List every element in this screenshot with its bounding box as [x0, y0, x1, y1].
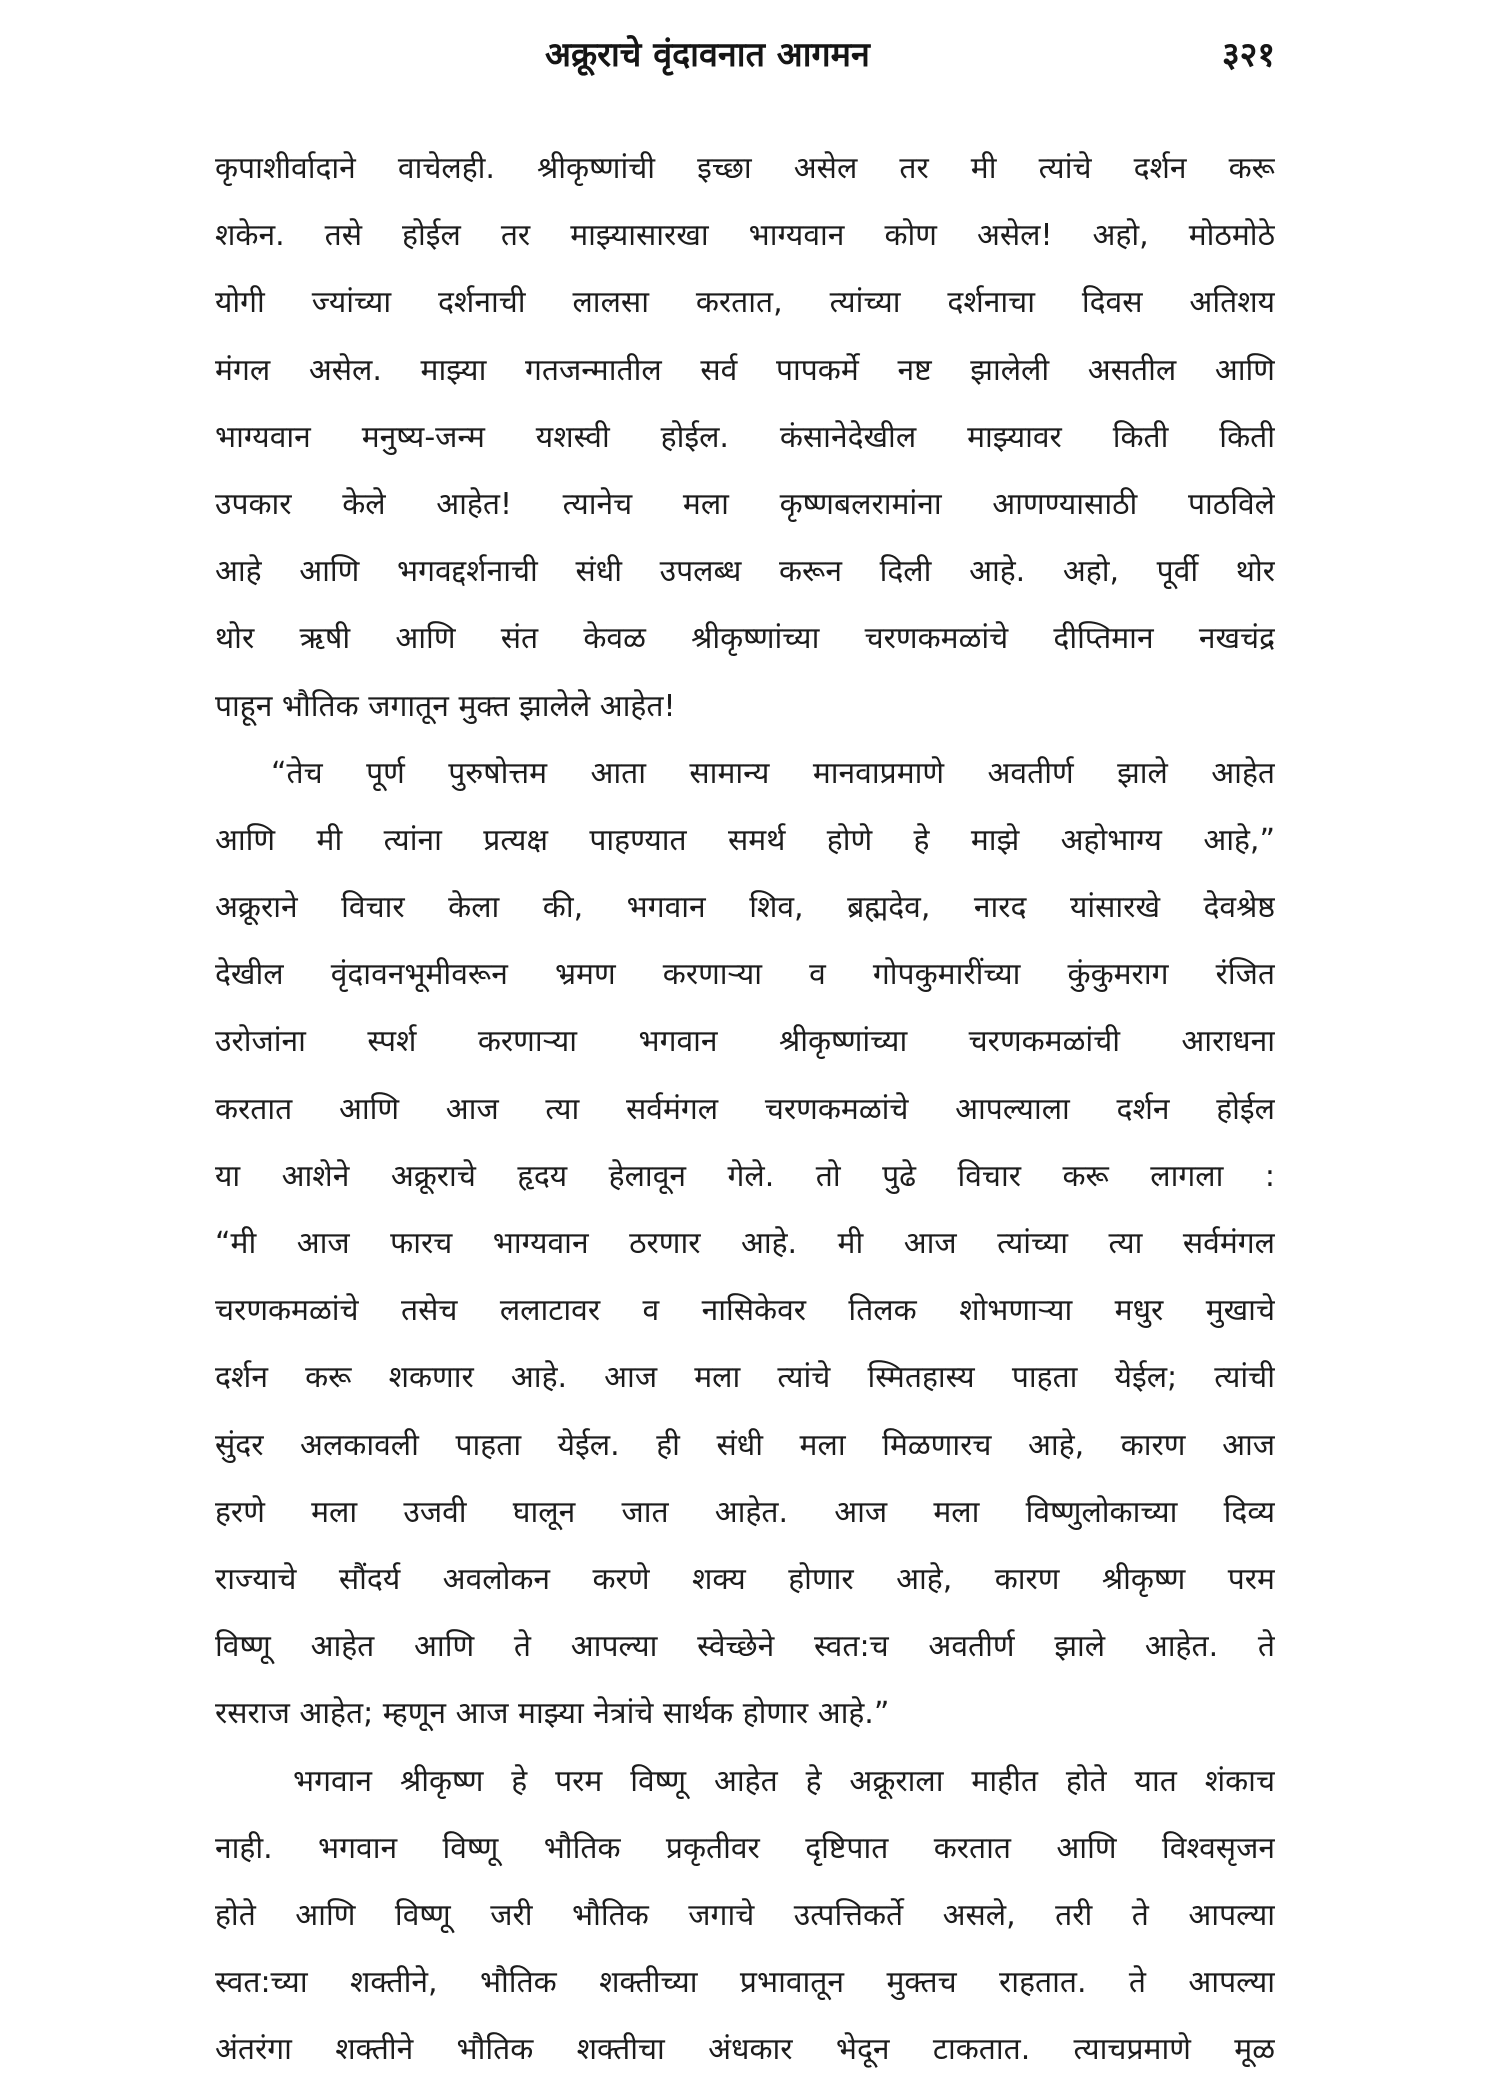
text-line: या आशेने अक्रूराचे हृदय हेलावून गेले. तो पुढे विचार करू लागला : — [215, 1158, 1275, 1194]
text-line: देखील वृंदावनभूमीवरून भ्रमण करणाऱ्या व गोपकुमारींच्या कुंकुमराग रंजित — [215, 957, 1275, 993]
text-line: पाहून भौतिक जगातून मुक्त झालेले आहेत! — [215, 688, 676, 724]
text-line: नाही. भगवान विष्णू भौतिक प्रकृतीवर दृष्टिपात करतात आणि विश्वसृजन — [215, 1830, 1275, 1866]
body-text — [215, 135, 1275, 2083]
text-line: अंतरंगा शक्तीने भौतिक शक्तीचा अंधकार भेदून टाकतात. त्याचप्रमाणे मूळ — [215, 2032, 1275, 2068]
text-line: करतात आणि आज त्या सर्वमंगल चरणकमळांचे आपल्याला दर्शन होईल — [215, 1091, 1275, 1127]
running-head — [215, 30, 1275, 90]
text-line: शकेन. तसे होईल तर माझ्यासारखा भाग्यवान कोण असेल! अहो, मोठमोठे — [215, 218, 1275, 254]
text-line: विष्णू आहेत आणि ते आपल्या स्वेच्छेने स्वत:च अवतीर्ण झाले आहेत. ते — [215, 1629, 1275, 1665]
text-line: होते आणि विष्णू जरी भौतिक जगाचे उत्पत्तिकर्ते असले, तरी ते आपल्या — [215, 1897, 1275, 1933]
text-line: सुंदर अलकावली पाहता येईल. ही संधी मला मिळणारच आहे, कारण आज — [215, 1427, 1275, 1463]
text-line: मंगल असेल. माझ्या गतजन्मातील सर्व पापकर्मे नष्ट झालेली असतील आणि — [215, 352, 1275, 388]
text-line: स्वत:च्या शक्तीने, भौतिक शक्तीच्या प्रभावातून मुक्तच राहतात. ते आपल्या — [215, 1965, 1275, 2001]
text-line: “मी आज फारच भाग्यवान ठरणार आहे. मी आज त्यांच्या त्या सर्वमंगल — [215, 1226, 1275, 1261]
text-line: योगी ज्यांच्या दर्शनाची लालसा करतात, त्यांच्या दर्शनाचा दिवस अतिशय — [215, 285, 1275, 321]
text-line: उपकार केले आहेत! त्यानेच मला कृष्णबलरामांना आणण्यासाठी पाठविले — [215, 486, 1275, 522]
text-line: उरोजांना स्पर्श करणाऱ्या भगवान श्रीकृष्णांच्या चरणकमळांची आराधना — [215, 1024, 1275, 1060]
text-line: थोर ऋषी आणि संत केवळ श्रीकृष्णांच्या चरणकमळांचे दीप्तिमान नखचंद्र — [215, 621, 1275, 657]
text-line: रसराज आहेत; म्हणून आज माझ्या नेत्रांचे सार्थक होणार आहे.” — [215, 1696, 890, 1732]
text-line: चरणकमळांचे तसेच ललाटावर व नासिकेवर तिलक शोभणाऱ्या मधुर मुखाचे — [215, 1293, 1275, 1329]
text-line: भगवान श्रीकृष्ण हे परम विष्णू आहेत हे अक्रूराला माहीत होते यात शंकाच — [293, 1763, 1275, 1799]
text-line: हरणे मला उजवी घालून जात आहेत. आज मला विष्णुलोकाच्या दिव्य — [215, 1494, 1275, 1530]
text-line: राज्याचे सौंदर्य अवलोकन करणे शक्य होणार आहे, कारण श्रीकृष्ण परम — [215, 1561, 1275, 1597]
page-number: ३२१ — [1221, 35, 1275, 75]
text-line: आहे आणि भगवद्दर्शनाची संधी उपलब्ध करून दिली आहे. अहो, पूर्वी थोर — [215, 554, 1275, 590]
chapter-title: अक्रूराचे वृंदावनात आगमन — [545, 35, 870, 75]
text-line: “तेच पूर्ण पुरुषोत्तम आता सामान्य मानवाप्रमाणे अवतीर्ण झाले आहेत — [271, 755, 1275, 791]
text-line: आणि मी त्यांना प्रत्यक्ष पाहण्यात समर्थ होणे हे माझे अहोभाग्य आहे,” — [215, 822, 1275, 858]
text-line: दर्शन करू शकणार आहे. आज मला त्यांचे स्मितहास्य पाहता येईल; त्यांची — [215, 1360, 1275, 1396]
text-line: कृपाशीर्वादाने वाचेलही. श्रीकृष्णांची इच्छा असेल तर मी त्यांचे दर्शन करू — [215, 151, 1275, 186]
text-line: अक्रूराने विचार केला की, भगवान शिव, ब्रह्मदेव, नारद यांसारखे देवश्रेष्ठ — [215, 890, 1275, 926]
text-line: भाग्यवान मनुष्य-जन्म यशस्वी होईल. कंसानेदेखील माझ्यावर किती किती — [215, 419, 1275, 455]
